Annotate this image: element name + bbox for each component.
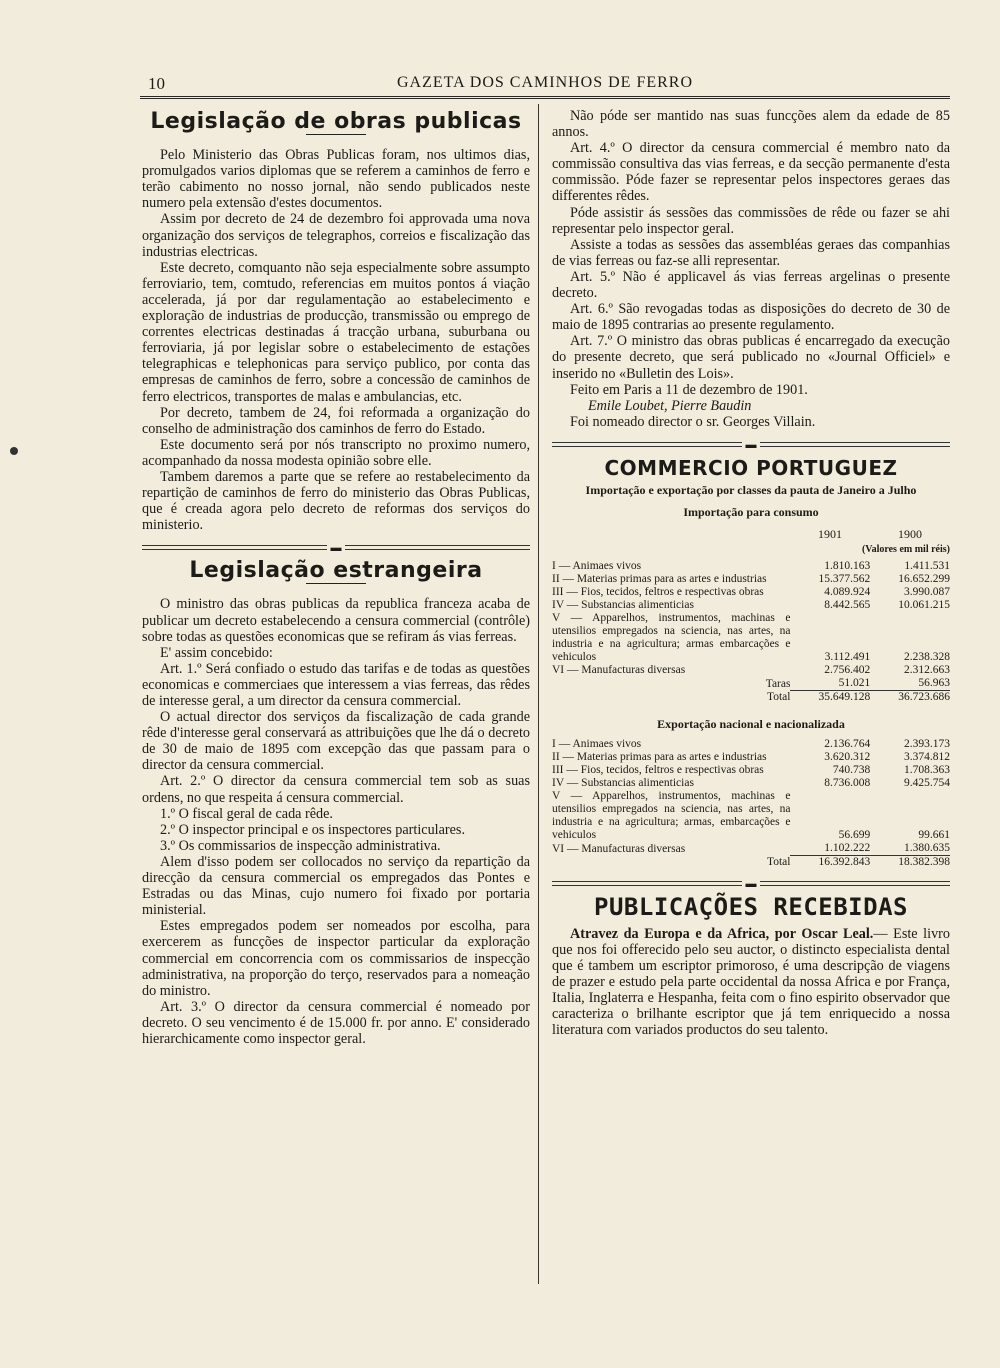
- paragraph: Este decreto, comquanto não seja especialmente sobre assumpto ferroviario, tem, comtudo, referencias em muitos pontos á viação accelerada, já por dar regulamentação ao estabelecimento e exploração de industrias de producção, transmissão ou emprego de correntes electricas destinadas á tracção urbana, suburbana ou ferroviaria, já por legislar sobre o estabelecimento de estações telegraphicas e telephonicas para serviço publico, por conta das empresas de caminhos de ferro, sobre a concessão de caminhos de ferro electricos, transportes de malas e ambulancias, etc.: [142, 259, 530, 405]
- ornament-icon: ▬: [742, 877, 760, 891]
- paragraph: Pelo Ministerio das Obras Publicas foram, nos ultimos dias, promulgados varios diplomas que se referem a caminhos de ferro e terão cabimento no nosso jornal, não sendo publicados neste numero pela extensão d'estes documentos.: [142, 147, 530, 212]
- table-row: [552, 790, 950, 842]
- paragraph: Assiste a todas as sessões das assembléas geraes das companhias de vias ferreas ou faz-se alli representar.: [552, 236, 950, 269]
- ornament-icon: ▬: [327, 541, 345, 555]
- column-rule: [538, 104, 539, 1284]
- value-1901: 35.649.128: [790, 691, 870, 705]
- value-1900: 2.312.663: [904, 664, 950, 677]
- value-1900: 99.661: [918, 829, 950, 842]
- value-1900: 1.708.363: [904, 764, 950, 777]
- left-column: [142, 108, 530, 1047]
- year-1900: 1900: [898, 527, 922, 542]
- section-divider: [552, 877, 950, 891]
- value-1901: 4.089.924: [824, 586, 871, 599]
- row-label: Total: [767, 856, 791, 869]
- section-divider: [142, 541, 530, 555]
- paragraph: Tambem daremos a parte que se refere ao restabelecimento da repartição de caminhos de ferro do ministerio das Obras Publicas, que é creada agora pelo decreto de reformas dos serviços do ministerio.: [142, 468, 530, 534]
- paragraph: Art. 4.º O director da censura commercial é membro nato da commissão consultiva das vias ferreas, e da secção permanente d'esta commissão. Póde fazer se representar pelos inspectores geraes das differentes rêdes.: [552, 140, 950, 205]
- table-row: [552, 856, 950, 870]
- table-row: [552, 612, 950, 664]
- publication-review: [552, 926, 950, 1039]
- section-title-obras-publicas: Legislação de obras publicas: [150, 109, 522, 134]
- value-1901: 1.102.222: [824, 842, 871, 855]
- value-1901: 51.021: [838, 677, 871, 690]
- value-1900: 3.990.087: [904, 586, 950, 599]
- section-title-commercio: COMMERCIO PORTUGUEZ: [604, 455, 898, 480]
- section-title-publicacoes: PUBLICAÇÕES RECEBIDAS: [594, 893, 908, 922]
- row-label: VI — Manufacturas diversas: [552, 664, 686, 677]
- value-1901: 15.377.562: [818, 573, 871, 586]
- section-divider: [552, 438, 950, 452]
- row-label: IV — Substancias alimenticias: [552, 777, 694, 790]
- row-label: IV — Substancias alimenticias: [552, 599, 694, 612]
- paragraph: Estes empregados podem ser nomeados por escolha, para exercerem as funcções de inspector particular da exploração commercial em concorrencia com os commissarios de inspecção administrativa, na proporção do terço, reservados para a nomeação do ministro.: [142, 918, 530, 999]
- paragraph: 3.º Os commissarios de inspecção administrativa.: [160, 837, 441, 854]
- row-label: V — Apparelhos, instrumentos, machinas e utensilios empregados na sciencia, nas artes, na industria e na agricultura; armas embarcações e vehiculos: [552, 612, 791, 664]
- title-rule: [306, 583, 366, 584]
- value-1901: 740.738: [832, 764, 871, 777]
- value-1901: 56.699: [838, 829, 871, 842]
- table-row: [552, 751, 950, 764]
- units-note: (Valores em mil réis): [861, 544, 950, 556]
- table-row: [552, 586, 950, 599]
- paragraph: Feito em Paris a 11 de dezembro de 1901.: [570, 381, 808, 398]
- value-1901: 1.810.163: [824, 560, 871, 573]
- value-1901: 16.392.843: [790, 856, 870, 870]
- value-1901: 3.112.491: [824, 651, 871, 664]
- row-label: III — Fios, tecidos, feltros e respectivas obras: [552, 586, 764, 599]
- paragraph: Foi nomeado director o sr. Georges Villain.: [570, 413, 816, 430]
- value-1901: 2.756.402: [824, 664, 871, 677]
- row-label: II — Materias primas para as artes e industrias: [552, 751, 767, 764]
- export-title: Exportação nacional e nacionalizada: [657, 717, 845, 732]
- paragraph: Art. 7.º O ministro das obras publicas é encarregado da execução do presente decreto, que será publicado no «Journal Officiel» e inserido no «Bulletin des Lois».: [552, 333, 950, 382]
- right-column: [552, 108, 950, 1038]
- table-row: [552, 573, 950, 586]
- value-1900: 1.380.635: [904, 842, 950, 855]
- row-label: III — Fios, tecidos, feltros e respectivas obras: [552, 764, 764, 777]
- table-row: [552, 842, 950, 856]
- row-label: Total: [767, 691, 791, 704]
- paragraph: Assim por decreto de 24 de dezembro foi approvada uma nova organização dos serviços de telegraphos, correios e fiscalização das industrias electricas.: [142, 211, 530, 260]
- value-1900: 3.374.812: [904, 751, 950, 764]
- value-1900: 36.723.686: [870, 691, 950, 705]
- paragraph: 1.º O fiscal geral de cada rêde.: [160, 805, 333, 822]
- value-1900: 2.393.173: [904, 738, 950, 751]
- import-table: [552, 560, 950, 704]
- value-1901: 8.736.008: [824, 777, 871, 790]
- paragraph: Não póde ser mantido nas suas funcções alem da edade de 85 annos.: [552, 108, 950, 141]
- value-1900: 56.963: [918, 677, 950, 690]
- paragraph: Art. 5.º Não é applicavel ás vias ferreas argelinas o presente decreto.: [552, 268, 950, 302]
- table-row: [552, 738, 950, 751]
- paragraph: O ministro das obras publicas da republica franceza acaba de publicar um decreto estabelecendo a censura commercial (contrôle) sobre todas as questões economicas que se refiram ás vias ferreas.: [142, 596, 530, 645]
- value-1900: 1.411.531: [904, 560, 950, 573]
- ornament-icon: ▬: [742, 438, 760, 452]
- paragraph: Art. 2.º O director da censura commercial tem sob as suas ordens, no que respeita á censura commercial.: [142, 773, 530, 806]
- paragraph: Art. 6.º São revogadas todas as disposições do decreto de 30 de maio de 1895 contrarias ao presente regulamento.: [552, 301, 950, 334]
- table-row: [552, 560, 950, 573]
- export-table: [552, 738, 950, 869]
- paragraph: Art. 1.º Será confiado o estudo das tarifas e de todas as questões economicas e commerciaes que interessem a vias ferreas, das rêdes de interesse geral, a um director da censura commercial.: [142, 660, 530, 709]
- table-row: [552, 764, 950, 777]
- table-subtitle: Importação e exportação por classes da pauta de Janeiro a Julho: [585, 482, 917, 497]
- publication-lead: Atravez da Europa e da Africa, por Oscar Leal.: [570, 925, 874, 942]
- import-title: Importação para consumo: [683, 505, 819, 520]
- page-number: 10: [148, 74, 165, 93]
- publication-text: — Este livro que nos foi offerecido pelo seu auctor, o distincto especialista dental que é tambem um escriptor primoroso, é uma descripção de viagens de prazer e estudo pela parte occidental da nossa Africa e por França, Italia, Inglaterra e Hespanha, feita com o fino espirito observador que caracteriza o brilhante escriptor que já tem enriquecido a nossa literatura com variados productos do seu talento.: [552, 925, 950, 1039]
- row-label: V — Apparelhos, instrumentos, machinas e utensilios empregados na sciencia, nas artes, na industria e na agricultura; armas, embarcações e vehiculos: [552, 790, 791, 842]
- value-1901: 8.442.565: [824, 599, 871, 612]
- row-label: I — Animaes vivos: [552, 560, 642, 573]
- paragraph: Art. 3.º O director da censura commercial é nomeado por decreto. O seu vencimento é de 15.000 fr. por anno. E' considerado hierarchicamente como inspector geral.: [142, 998, 530, 1047]
- row-label: II — Materias primas para as artes e industrias: [552, 573, 767, 586]
- masthead: GAZETA DOS CAMINHOS DE FERRO: [396, 74, 694, 91]
- paragraph: Alem d'isso podem ser collocados no serviço da repartição da direcção da censura commercial os empregados das Pontes e Estradas ou das Minas, cujo numero foi fixado por portaria ministerial.: [142, 853, 530, 919]
- table-row: [552, 599, 950, 612]
- section-title-legislacao-estrangeira: Legislação estrangeira: [189, 558, 483, 584]
- table-row: [552, 777, 950, 790]
- value-1901: 2.136.764: [824, 738, 871, 751]
- value-1900: 10.061.215: [898, 599, 950, 612]
- row-label: Taras: [765, 677, 791, 690]
- header-rule: [140, 96, 950, 99]
- row-label: VI — Manufacturas diversas: [552, 842, 686, 855]
- signatures: Emile Loubet, Pierre Baudin: [588, 397, 752, 414]
- value-1900: 9.425.754: [904, 777, 950, 790]
- title-rule: [306, 134, 366, 135]
- table-row: [552, 691, 950, 705]
- paragraph: Por decreto, tambem de 24, foi reformada a organização do conselho de administração dos caminhos de ferro do Estado.: [142, 404, 530, 437]
- paragraph: Póde assistir ás sessões das commissões de rêde ou fazer se ahi representar pelo inspector geral.: [552, 204, 950, 237]
- year-1901: 1901: [818, 527, 842, 542]
- row-label: I — Animaes vivos: [552, 738, 642, 751]
- value-1900: 2.238.328: [904, 651, 950, 664]
- paragraph: Este documento será por nós transcripto no proximo numero, acompanhado da nossa modesta opinião sobre elle.: [142, 436, 530, 469]
- table-row: [552, 664, 950, 677]
- ink-spot: [10, 447, 18, 455]
- paragraph: E' assim concebido:: [160, 644, 273, 661]
- value-1901: 3.620.312: [824, 751, 871, 764]
- paragraph: O actual director dos serviços da fiscalização de cada grande rêde d'interesse geral conservará as attribuições que lhe dá o decreto de 30 de maio de 1895 com excepção das que passam para o director da censura commercial.: [142, 709, 530, 774]
- value-1900: 16.652.299: [898, 573, 950, 586]
- table-row: [552, 677, 950, 691]
- year-headers: [552, 526, 950, 542]
- paragraph: 2.º O inspector principal e os inspectores particulares.: [160, 821, 465, 838]
- value-1900: 18.382.398: [870, 856, 950, 870]
